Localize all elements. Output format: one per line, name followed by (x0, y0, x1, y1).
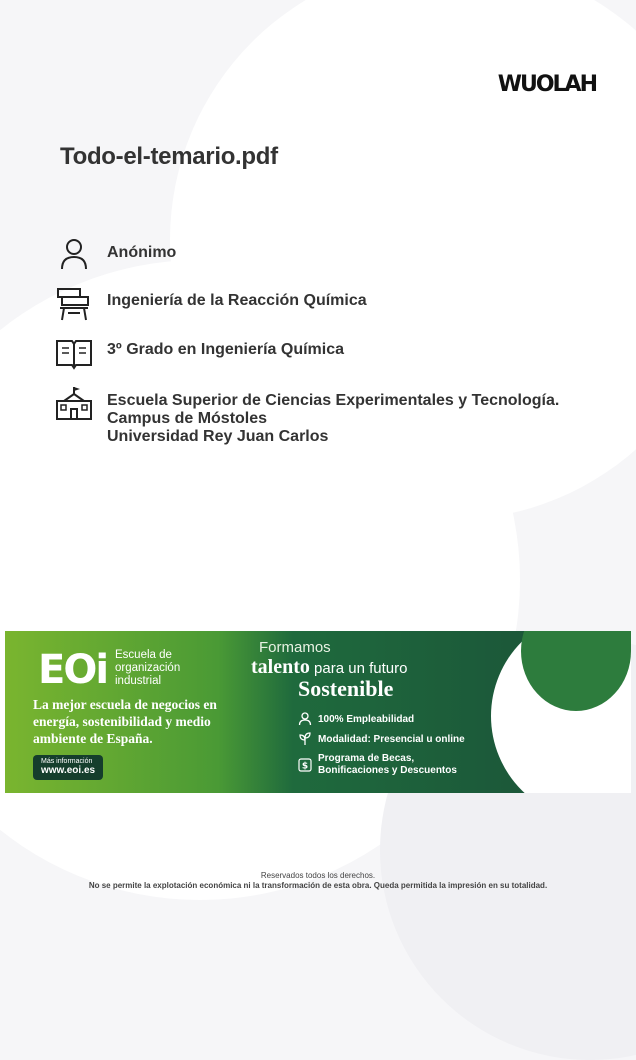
footer-license: No se permite la explotación económica ni la transformación de esta obra. Queda permitida la impresión en su totalidad. (88, 881, 548, 890)
author-name: Anónimo (107, 244, 177, 261)
degree-row (54, 333, 344, 373)
feature-item (298, 732, 465, 746)
person-icon (298, 712, 312, 726)
footer-rights: Reservados todos los derechos. (260, 871, 376, 880)
eoi-logo: EOi (38, 647, 108, 693)
feature-text: Modalidad: Presencial u online (318, 733, 465, 745)
subject-name: Ingeniería de la Reacción Química (107, 292, 367, 309)
headline-formamos: Formamos (259, 639, 331, 656)
dollar-icon (298, 758, 312, 772)
svg-text:$: $ (301, 761, 309, 772)
school-line: Escuela Superior de Ciencias Experimentales y Tecnología. (107, 392, 560, 409)
school-building-icon (54, 385, 94, 425)
more-info-button[interactable] (33, 755, 103, 780)
wuolah-logo: WUOLAH (497, 72, 596, 97)
eoi-ad-banner[interactable] (5, 631, 631, 793)
feature-item (298, 753, 457, 777)
school-line: Universidad Rey Juan Carlos (107, 428, 329, 445)
feature-text-multiline (318, 753, 457, 777)
degree-name: 3º Grado en Ingeniería Química (107, 341, 345, 358)
eoi-url[interactable]: www.eoi.es (41, 765, 96, 776)
headline-sostenible: Sostenible (298, 676, 394, 701)
document-title: Todo-el-temario.pdf (60, 143, 278, 170)
feature-text-line: Bonificaciones y Descuentos (318, 765, 457, 776)
eoi-tagline: La mejor escuela de negocios en energía, sostenibilidad y medio ambiente de España. (33, 697, 217, 746)
author-row (54, 236, 176, 276)
feature-item (298, 712, 414, 726)
plant-icon (298, 732, 312, 746)
eoi-name: Escuela de organización industrial (115, 649, 181, 687)
more-info-label: Más información (41, 758, 93, 765)
headline-talento-rest: para un futuro (309, 660, 408, 677)
feature-text: 100% Empleabilidad (318, 713, 415, 725)
school-name (107, 392, 559, 446)
user-icon (54, 236, 94, 276)
subject-row (54, 284, 367, 324)
feature-text-line: Programa de Becas, (318, 753, 415, 764)
school-row (54, 385, 559, 446)
headline-talento-bold: talento (251, 656, 310, 678)
student-desk-icon (54, 284, 94, 324)
open-book-icon (54, 333, 94, 373)
school-line: Campus de Móstoles (107, 410, 268, 427)
